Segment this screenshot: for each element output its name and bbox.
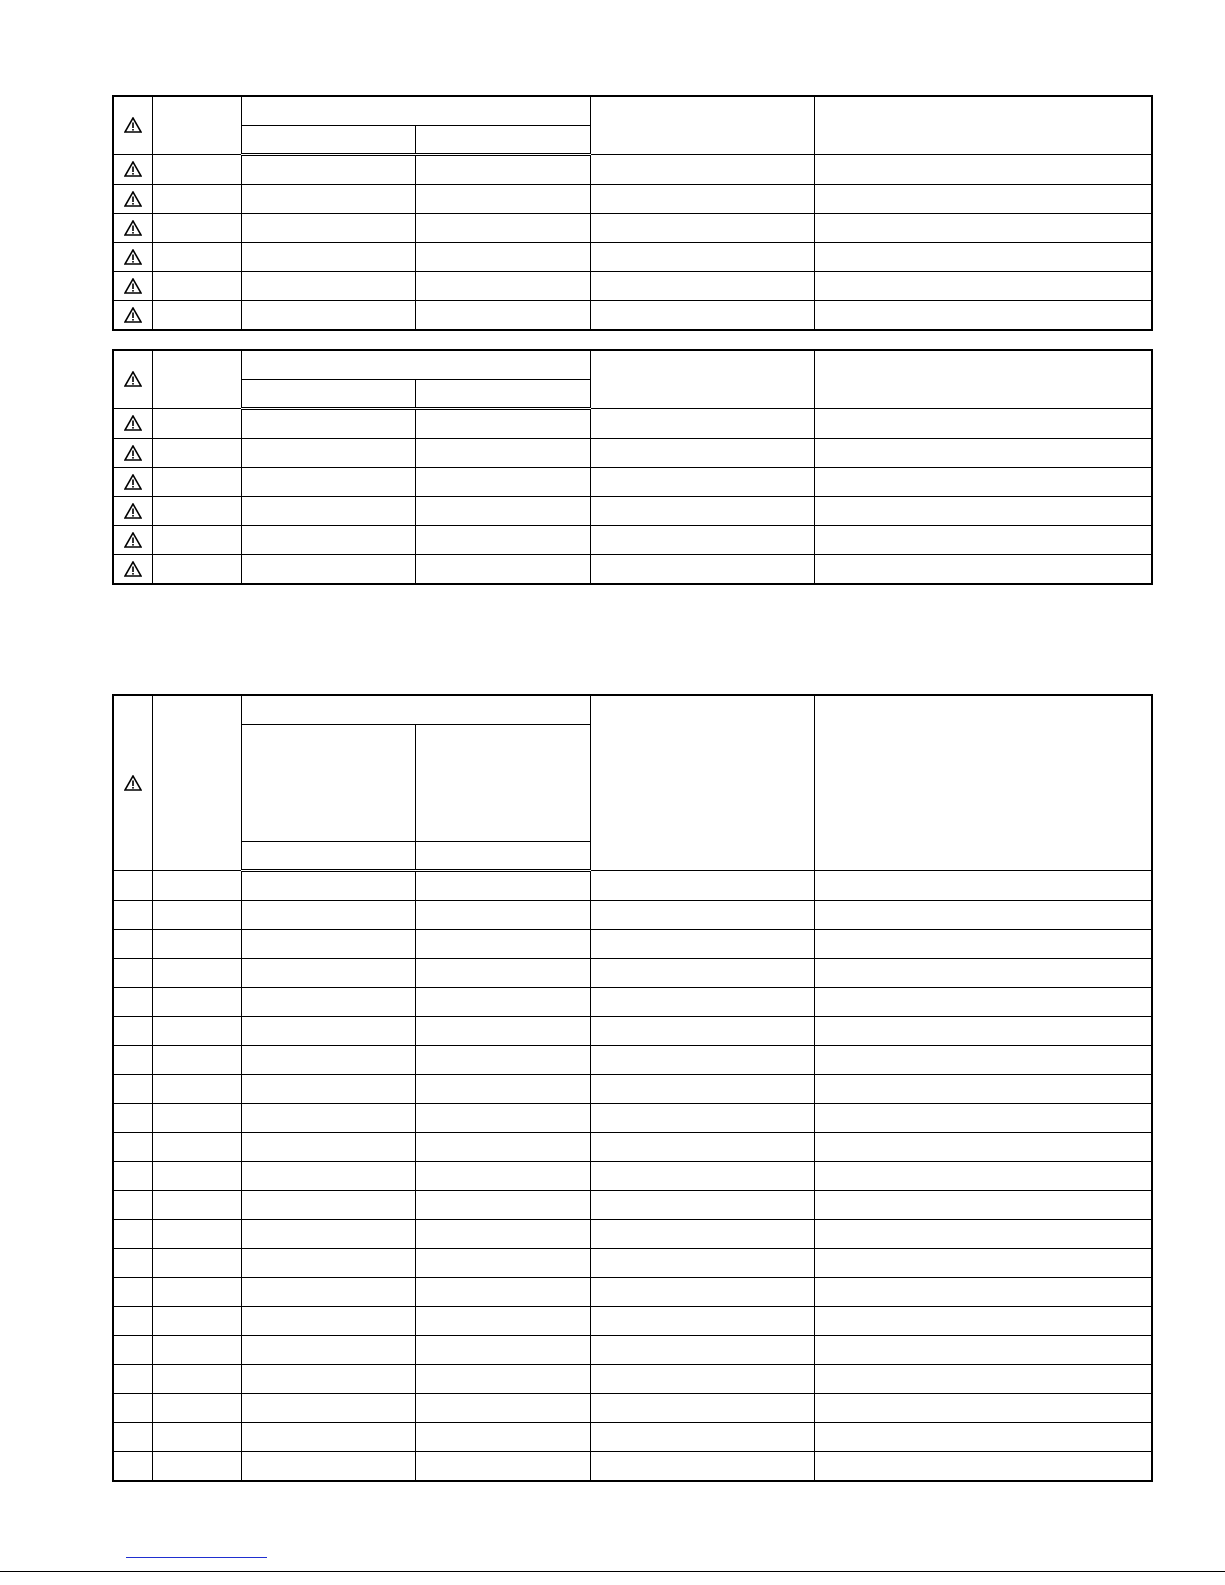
header-cell <box>152 350 241 408</box>
table-cell <box>152 271 241 300</box>
table-cell <box>241 1161 415 1190</box>
header-subcell <box>415 841 590 870</box>
table-row <box>113 1364 1152 1393</box>
table-cell <box>241 1277 415 1306</box>
table-cell <box>241 213 415 242</box>
table-cell <box>415 184 590 213</box>
table-cell <box>415 242 590 271</box>
table-cell <box>152 1161 241 1190</box>
table-cell <box>415 467 590 496</box>
table-cell <box>590 958 814 987</box>
table-cell <box>590 1219 814 1248</box>
table-cell <box>590 929 814 958</box>
table-cell <box>814 1393 1152 1422</box>
table-row <box>113 213 1152 242</box>
parts-table-2 <box>112 349 1153 585</box>
table-cell <box>415 1132 590 1161</box>
table-cell <box>590 900 814 929</box>
row-marker-cell <box>113 525 152 554</box>
table-cell <box>415 870 590 900</box>
table-cell <box>241 154 415 184</box>
row-marker-cell <box>113 1103 152 1132</box>
table-cell <box>415 1393 590 1422</box>
table-cell <box>590 438 814 467</box>
row-marker-cell <box>113 467 152 496</box>
table-cell <box>814 242 1152 271</box>
header-subcell <box>241 379 415 408</box>
warning-triangle-icon <box>124 445 142 461</box>
header-cell <box>152 96 241 154</box>
table-cell <box>241 870 415 900</box>
table-cell <box>152 1393 241 1422</box>
table-cell <box>814 1045 1152 1074</box>
table-cell <box>814 870 1152 900</box>
table-cell <box>241 300 415 330</box>
table-cell <box>590 496 814 525</box>
table-cell <box>152 1451 241 1481</box>
table-row <box>113 1219 1152 1248</box>
table-cell <box>241 271 415 300</box>
table-cell <box>152 1103 241 1132</box>
table-cell <box>814 525 1152 554</box>
table-row <box>113 1161 1152 1190</box>
table-body <box>113 154 1152 330</box>
table-cell <box>814 213 1152 242</box>
table-cell <box>590 525 814 554</box>
table-cell <box>241 1103 415 1132</box>
table-row <box>113 496 1152 525</box>
table-cell <box>415 496 590 525</box>
table-row <box>113 870 1152 900</box>
table-cell <box>415 271 590 300</box>
table-cell <box>415 154 590 184</box>
table-cell <box>241 1190 415 1219</box>
table-cell <box>415 1190 590 1219</box>
row-marker-cell <box>113 1190 152 1219</box>
row-marker-cell <box>113 870 152 900</box>
row-marker-cell <box>113 554 152 584</box>
table-cell <box>590 1190 814 1219</box>
table-cell <box>415 213 590 242</box>
table-cell <box>814 1161 1152 1190</box>
table-cell <box>814 154 1152 184</box>
table-cell <box>241 1074 415 1103</box>
footer-link-underline[interactable] <box>126 1557 267 1558</box>
table-cell <box>415 958 590 987</box>
row-marker-cell <box>113 496 152 525</box>
table-cell <box>415 1422 590 1451</box>
table-cell <box>814 1219 1152 1248</box>
row-marker-cell <box>113 929 152 958</box>
row-marker-cell <box>113 1451 152 1481</box>
warning-triangle-icon <box>124 191 142 207</box>
table-cell <box>814 900 1152 929</box>
table-cell <box>415 1277 590 1306</box>
table-cell <box>814 1335 1152 1364</box>
table-cell <box>152 554 241 584</box>
row-marker-cell <box>113 900 152 929</box>
table-cell <box>152 1190 241 1219</box>
table-row <box>113 987 1152 1016</box>
header-subcell <box>415 379 590 408</box>
table-cell <box>415 300 590 330</box>
table-cell <box>152 496 241 525</box>
table-cell <box>814 1103 1152 1132</box>
table-cell <box>152 242 241 271</box>
table-cell <box>152 467 241 496</box>
row-marker-cell <box>113 1393 152 1422</box>
table-cell <box>590 1451 814 1481</box>
table-cell <box>241 1306 415 1335</box>
table-row <box>113 408 1152 438</box>
table-row <box>113 271 1152 300</box>
row-marker-cell <box>113 1219 152 1248</box>
header-subcell <box>415 125 590 154</box>
parts-table-3 <box>112 694 1153 1482</box>
table-cell <box>415 438 590 467</box>
header-group-cell <box>241 350 590 379</box>
table-cell <box>590 1335 814 1364</box>
table-cell <box>241 1248 415 1277</box>
table-row <box>113 525 1152 554</box>
table-cell <box>814 1306 1152 1335</box>
row-marker-cell <box>113 438 152 467</box>
table-cell <box>241 958 415 987</box>
table-cell <box>241 467 415 496</box>
table-row <box>113 467 1152 496</box>
table-cell <box>814 987 1152 1016</box>
table-cell <box>814 1248 1152 1277</box>
warning-triangle-icon <box>124 371 142 387</box>
header-marker-cell <box>113 350 152 408</box>
table-cell <box>415 900 590 929</box>
row-marker-cell <box>113 271 152 300</box>
table-cell <box>152 1219 241 1248</box>
table-cell <box>241 987 415 1016</box>
table-cell <box>152 1132 241 1161</box>
table-cell <box>241 1132 415 1161</box>
table-cell <box>814 300 1152 330</box>
table-cell <box>152 154 241 184</box>
table-cell <box>814 1277 1152 1306</box>
table-cell <box>814 496 1152 525</box>
table-cell <box>152 1248 241 1277</box>
warning-triangle-icon <box>124 307 142 323</box>
table-row <box>113 900 1152 929</box>
header-subcell <box>241 724 415 841</box>
table-row <box>113 1248 1152 1277</box>
table-row <box>113 1103 1152 1132</box>
header-cell <box>814 96 1152 154</box>
table-cell <box>814 467 1152 496</box>
header-cell <box>590 350 814 408</box>
header-subcell <box>415 724 590 841</box>
table-row <box>113 929 1152 958</box>
table-cell <box>415 1161 590 1190</box>
table-cell <box>814 929 1152 958</box>
table-cell <box>152 987 241 1016</box>
table-cell <box>241 1016 415 1045</box>
table-cell <box>814 1190 1152 1219</box>
table-cell <box>814 1132 1152 1161</box>
table-cell <box>152 1306 241 1335</box>
table-cell <box>241 438 415 467</box>
table-cell <box>590 1306 814 1335</box>
table-cell <box>415 525 590 554</box>
warning-triangle-icon <box>124 278 142 294</box>
row-marker-cell <box>113 1277 152 1306</box>
table-row <box>113 300 1152 330</box>
table-cell <box>415 408 590 438</box>
table-cell <box>415 1248 590 1277</box>
table-cell <box>152 1422 241 1451</box>
table-cell <box>415 1103 590 1132</box>
table-row <box>113 1132 1152 1161</box>
table-cell <box>152 525 241 554</box>
header-group-cell <box>241 96 590 125</box>
warning-triangle-icon <box>124 775 142 791</box>
table-cell <box>152 900 241 929</box>
table-row <box>113 958 1152 987</box>
table-cell <box>152 213 241 242</box>
row-marker-cell <box>113 1335 152 1364</box>
table-cell <box>590 554 814 584</box>
table-cell <box>152 184 241 213</box>
header-subcell <box>241 841 415 870</box>
table-cell <box>241 496 415 525</box>
table-cell <box>241 900 415 929</box>
table-cell <box>241 554 415 584</box>
row-marker-cell <box>113 213 152 242</box>
row-marker-cell <box>113 242 152 271</box>
table-cell <box>152 1016 241 1045</box>
table-cell <box>241 1364 415 1393</box>
table-cell <box>241 1422 415 1451</box>
table-cell <box>241 184 415 213</box>
table-cell <box>590 1277 814 1306</box>
header-cell <box>814 695 1152 870</box>
table-cell <box>590 184 814 213</box>
table-cell <box>152 1364 241 1393</box>
warning-triangle-icon <box>124 503 142 519</box>
table-cell <box>152 300 241 330</box>
header-subcell <box>241 125 415 154</box>
table-cell <box>152 1074 241 1103</box>
row-marker-cell <box>113 1161 152 1190</box>
table-cell <box>152 870 241 900</box>
table-cell <box>590 1103 814 1132</box>
header-group-cell <box>241 695 590 724</box>
table-cell <box>814 1422 1152 1451</box>
table-row <box>113 1190 1152 1219</box>
warning-triangle-icon <box>124 561 142 577</box>
table-cell <box>415 1074 590 1103</box>
table-row <box>113 1277 1152 1306</box>
table-row <box>113 1016 1152 1045</box>
table-row <box>113 154 1152 184</box>
warning-triangle-icon <box>124 474 142 490</box>
row-marker-cell <box>113 1074 152 1103</box>
table-row <box>113 1422 1152 1451</box>
table-cell <box>415 1451 590 1481</box>
warning-triangle-icon <box>124 161 142 177</box>
table-cell <box>241 1045 415 1074</box>
table-cell <box>814 438 1152 467</box>
table-cell <box>415 987 590 1016</box>
table-row <box>113 1045 1152 1074</box>
table-cell <box>590 154 814 184</box>
table-cell <box>152 408 241 438</box>
table-cell <box>590 271 814 300</box>
table-cell <box>814 1364 1152 1393</box>
table-cell <box>590 1422 814 1451</box>
table-cell <box>590 467 814 496</box>
table-row <box>113 242 1152 271</box>
footer-rule <box>0 1571 1225 1572</box>
table-cell <box>590 408 814 438</box>
table-cell <box>814 1451 1152 1481</box>
table-cell <box>814 554 1152 584</box>
row-marker-cell <box>113 408 152 438</box>
header-cell <box>590 96 814 154</box>
table-row <box>113 1074 1152 1103</box>
table-cell <box>415 929 590 958</box>
table-cell <box>152 1335 241 1364</box>
row-marker-cell <box>113 958 152 987</box>
table-cell <box>814 1016 1152 1045</box>
table-cell <box>590 242 814 271</box>
row-marker-cell <box>113 1132 152 1161</box>
warning-triangle-icon <box>124 117 142 133</box>
table-row <box>113 1335 1152 1364</box>
row-marker-cell <box>113 1306 152 1335</box>
table-cell <box>152 438 241 467</box>
table-cell <box>152 958 241 987</box>
table-body <box>113 870 1152 1481</box>
row-marker-cell <box>113 300 152 330</box>
table-cell <box>241 1393 415 1422</box>
table-cell <box>241 1451 415 1481</box>
table-cell <box>590 987 814 1016</box>
warning-triangle-icon <box>124 249 142 265</box>
header-marker-cell <box>113 695 152 870</box>
row-marker-cell <box>113 1422 152 1451</box>
header-cell <box>590 695 814 870</box>
table-cell <box>590 1132 814 1161</box>
table-cell <box>152 1277 241 1306</box>
header-marker-cell <box>113 96 152 154</box>
warning-triangle-icon <box>124 415 142 431</box>
table-cell <box>241 525 415 554</box>
table-cell <box>152 929 241 958</box>
table-cell <box>152 1045 241 1074</box>
table-cell <box>590 1364 814 1393</box>
table-cell <box>241 1219 415 1248</box>
table-cell <box>814 271 1152 300</box>
row-marker-cell <box>113 987 152 1016</box>
table-cell <box>590 1161 814 1190</box>
table-cell <box>415 1306 590 1335</box>
parts-table-1 <box>112 95 1153 331</box>
row-marker-cell <box>113 1248 152 1277</box>
row-marker-cell <box>113 154 152 184</box>
header-cell <box>152 695 241 870</box>
table-cell <box>241 408 415 438</box>
table-cell <box>415 1219 590 1248</box>
table-body <box>113 408 1152 584</box>
header-cell <box>814 350 1152 408</box>
table-cell <box>590 1045 814 1074</box>
table-row <box>113 1451 1152 1481</box>
row-marker-cell <box>113 1016 152 1045</box>
table-cell <box>590 1074 814 1103</box>
table-cell <box>415 1016 590 1045</box>
table-cell <box>814 958 1152 987</box>
table-cell <box>590 1016 814 1045</box>
table-cell <box>590 870 814 900</box>
table-row <box>113 1393 1152 1422</box>
table-cell <box>241 1335 415 1364</box>
table-row <box>113 554 1152 584</box>
table-cell <box>814 184 1152 213</box>
table-cell <box>415 1364 590 1393</box>
table-cell <box>415 554 590 584</box>
table-cell <box>590 1393 814 1422</box>
table-cell <box>415 1045 590 1074</box>
table-cell <box>590 300 814 330</box>
table-cell <box>814 408 1152 438</box>
row-marker-cell <box>113 1364 152 1393</box>
table-cell <box>590 1248 814 1277</box>
warning-triangle-icon <box>124 220 142 236</box>
table-cell <box>814 1074 1152 1103</box>
row-marker-cell <box>113 184 152 213</box>
table-row <box>113 438 1152 467</box>
warning-triangle-icon <box>124 532 142 548</box>
table-cell <box>241 242 415 271</box>
table-row <box>113 1306 1152 1335</box>
table-cell <box>415 1335 590 1364</box>
table-row <box>113 184 1152 213</box>
table-cell <box>241 929 415 958</box>
row-marker-cell <box>113 1045 152 1074</box>
table-cell <box>590 213 814 242</box>
